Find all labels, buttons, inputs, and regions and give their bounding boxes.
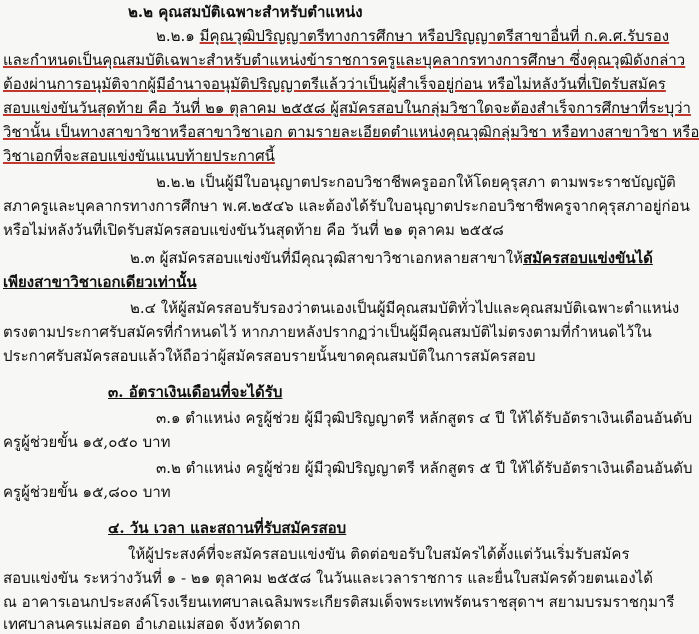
para-2-2-1-line-5: วิชานั้น เป็นทางสาขาวิชาหรือสาขาวิชาเอก ตามรายละเอียดตำแหน่งคุณวุฒิกลุ่มวิชา หรือทางสาขาวิชา หรือ <box>3 123 699 141</box>
para-2-2-2-line-3: หรือไม่หลังวันที่เปิดรับสมัครสอบแข่งขันวันสุดท้าย คือ วันที่ ๒๑ ตุลาคม ๒๕๕๘ <box>3 221 504 239</box>
section-3-heading: ๓. อัตราเงินเดือนที่จะได้รับ <box>108 383 283 401</box>
para-2-2-1-text: มีคุณวุฒิปริญญาตรีทางการศึกษา หรือปริญญาตรีสาขาอื่นที่ ก.ค.ศ.รับรอง <box>199 27 670 45</box>
para-2-3-line-1: ๒.๓ ผู้สมัครสอบแข่งขันที่มีคุณวุฒิสาขาวิชาเอกหลายสาขาให้สมัครสอบแข่งขันได้ <box>130 249 653 267</box>
para-2-4-line-2: ตรงตามประกาศรับสมัครที่กำหนดไว้ หากภายหลังปรากฏว่าเป็นผู้มีคุณสมบัติไม่ตรงตามที่กำหนดไว้ใน <box>3 323 652 341</box>
para-2-3-line-2: เพียงสาขาวิชาเอกเดียวเท่านั้น <box>3 273 197 291</box>
para-2-2-1-number: ๒.๒.๑ <box>156 27 195 45</box>
para-2-2-1-line-6: วิชาเอกที่จะสอบแข่งขันแนบท้ายประกาศนี้ <box>3 147 275 165</box>
para-2-2-2-line-1: ๒.๒.๒ เป็นผู้มีใบอนุญาตประกอบวิชาชีพครูออกให้โดยคุรุสภา ตามพระราชบัญญัติ <box>156 173 676 191</box>
item-3-2-line-2: ครูผู้ช่วยขั้น ๑๕,๘๐๐ บาท <box>3 483 171 501</box>
item-3-1-line-2: ครูผู้ช่วยขั้น ๑๕,๐๕๐ บาท <box>3 433 171 451</box>
section-4-heading: ๔. วัน เวลา และสถานที่รับสมัครสอบ <box>108 519 347 537</box>
para-2-2-1-line-2: และกำหนดเป็นคุณสมบัติเฉพาะสำหรับตำแหน่งข้าราชการครูและบุคลากรทางการศึกษา ซึ่งคุณวุฒิดังกล่าว <box>3 51 686 69</box>
para-2-2-2-line-2: สภาครูและบุคลากรทางการศึกษา พ.ศ.๒๕๔๖ และต้องได้รับใบอนุญาตประกอบวิชาชีพครูจากคุรุสภาอยู่ก่อน <box>3 197 690 215</box>
item-3-1-line-1: ๓.๑ ตำแหน่ง ครูผู้ช่วย ผู้มีวุฒิปริญญาตรี หลักสูตร ๔ ปี ให้ได้รับอัตราเงินเดือนอันดับ <box>156 409 693 427</box>
para-2-2-1-line-4: สอบแข่งขันวันสุดท้าย คือ วันที่ ๒๑ ตุลาคม ๒๕๕๘ ผู้สมัครสอบในกลุ่มวิชาใดจะต้องสำเร็จการศึกษาที่ระบุว่า <box>3 99 691 117</box>
section-2-2-heading: ๒.๒ คุณสมบัติเฉพาะสำหรับตำแหน่ง <box>128 3 363 21</box>
para-4-line-2: สอบแข่งขัน ระหว่างวันที่ ๑ - ๒๑ ตุลาคม ๒๕๕๘ ในวันและเวลาราชการ และยื่นใบสมัครด้วยตนเองได้ <box>3 569 653 587</box>
para-2-2-1-line-1 <box>156 26 670 46</box>
item-3-2-line-1: ๓.๒ ตำแหน่ง ครูผู้ช่วย ผู้มีวุฒิปริญญาตรี หลักสูตร ๕ ปี ให้ได้รับอัตราเงินเดือนอันดับ <box>156 459 693 477</box>
para-4-line-1: ให้ผู้ประสงค์ที่จะสมัครสอบแข่งขัน ติดต่อขอรับใบสมัครได้ตั้งแต่วันเริ่มรับสมัคร <box>128 545 630 563</box>
para-4-line-4: เทศบาลนครแม่สอด อำเภอแม่สอด จังหวัดตาก <box>3 615 301 633</box>
para-2-2-1-line-3: ต้องผ่านการอนุมัติจากผู้มีอำนาจอนุมัติปริญญาตรีแล้วว่าเป็นผู้สำเร็จอยู่ก่อน หรือไม่หลังวันที่เปิดรับสมัคร <box>3 75 666 93</box>
para-2-4-line-1: ๒.๔ ให้ผู้สมัครสอบรับรองว่าตนเองเป็นผู้มีคุณสมบัติทั่วไปและคุณสมบัติเฉพาะตำแหน่ง <box>130 299 680 317</box>
para-4-line-3: ณ อาคารเอนกประสงค์โรงเรียนเทศบาลเฉลิมพระเกียรติสมเด็จพระเทพรัตนราชสุดาฯ สยามบรมราชกุมารี <box>3 593 675 611</box>
para-2-4-line-3: ประกาศรับสมัครสอบแล้วให้ถือว่าผู้สมัครสอบรายนั้นขาดคุณสมบัติในการสมัครสอบ <box>3 347 536 365</box>
para-2-3-emphasis: สมัครสอบแข่งขันได้ <box>523 249 653 267</box>
